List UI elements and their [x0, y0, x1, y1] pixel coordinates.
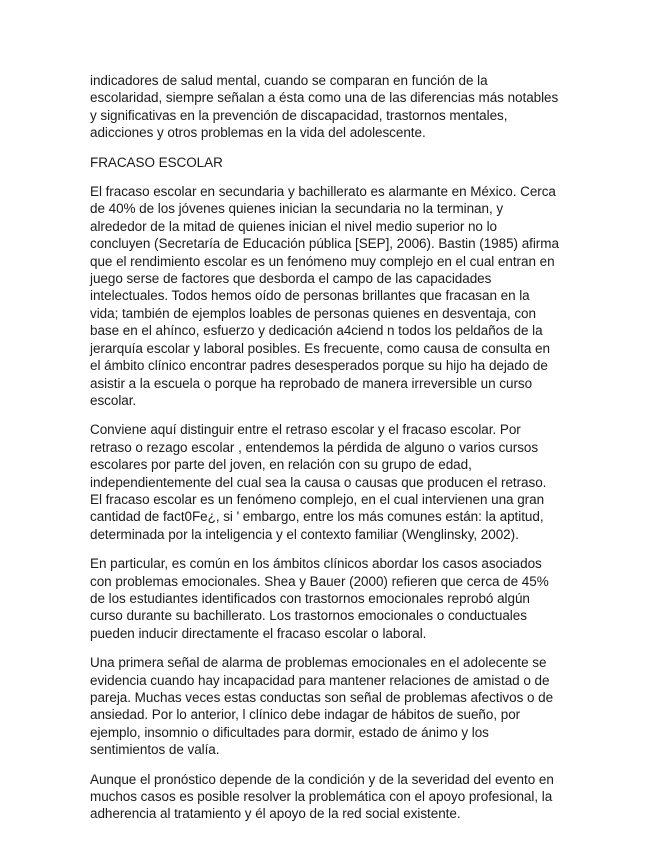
paragraph-intro-continuation: indicadores de salud mental, cuando se comparan en función de la escolaridad, siempre señalan a ésta como una de las diferencias más notables y significativas en la prevención de discapacidad, trastornos mentales, adicciones y otros problemas en la vida del adolescente. [90, 73, 559, 141]
paragraph-problemas-emocionales: En particular, es común en los ámbitos clínicos abordar los casos asociados con problemas emocionales. Shea y Bauer (2000) refieren que cerca de 45% de los estudiantes identificados con trastornos emocionales reprobó algún curso durante su bachillerato. Los trastornos emocionales o conductuales pueden inducir directamente el fracaso escolar o laboral. [90, 556, 549, 641]
paragraph-retraso-vs-fracaso: Conviene aquí distinguir entre el retraso escolar y el fracaso escolar. Por retraso o rezago escolar , entendemos la pérdida de alguno o varios cursos escolares por parte del joven, en relación con su grupo de edad, independientemente del cual sea la causa o causas que producen el retraso. El fracaso escolar es un fenómeno complejo, en el cual intervienen una gran cantidad de fact0Fe¿, si ' embargo, entre los más comunes están: la aptitud, determinada por la inteligencia y el contexto familiar (Wenglinsky, 2002). [90, 422, 547, 542]
paragraph-pronostico: Aunque el pronóstico depende de la condición y de la severidad del evento en muchos casos es posible resolver la problemática con el apoyo profesional, la adherencia al tratamiento y él apoyo de la red social existente. [90, 771, 554, 822]
paragraph-fracaso-escolar: El fracaso escolar en secundaria y bachillerato es alarmante en México. Cerca de 40% de los jóvenes quienes inician la secundaria no la terminan, y alrededor de la mitad de quienes inician el nivel medio superior no lo concluyen (Secretaría de Educación pública [SEP], 2006). Bastin (1985) afirma que el rendimiento escolar es un fenómeno muy complejo en el cual entran en juego serse de factores que desborda el campo de las capacidades intelectuales. Todos hemos oído de personas brillantes que fracasan en la vida; también de ejemplos loables de personas quienes en desventaja, con base en el ahínco, esfuerzo y dedicación a4ciend n todos los peldaños de la jerarquía escolar y laboral posibles. Es frecuente, como causa de consulta en el ámbito clínico encontrar padres desesperados porque su hijo ha dejado de asistir a la escuela o porque ha reprobado de manera irreversible un curso escolar. [90, 184, 559, 408]
section-heading: FRACASO ESCOLAR [90, 154, 223, 170]
document-page [90, 72, 560, 835]
paragraph-senal-alarma: Una primera señal de alarma de problemas emocionales en el adolecente se evidencia cuando hay incapacidad para mantener relaciones de amistad o de pareja. Muchas veces estas conductas son señal de problemas afectivos o de ansiedad. Por lo anterior, l clínico debe indagar de hábitos de sueño, por ejemplo, insomnio o dificultades para dormir, estado de ánimo y los sentimientos de valía. [90, 655, 554, 758]
